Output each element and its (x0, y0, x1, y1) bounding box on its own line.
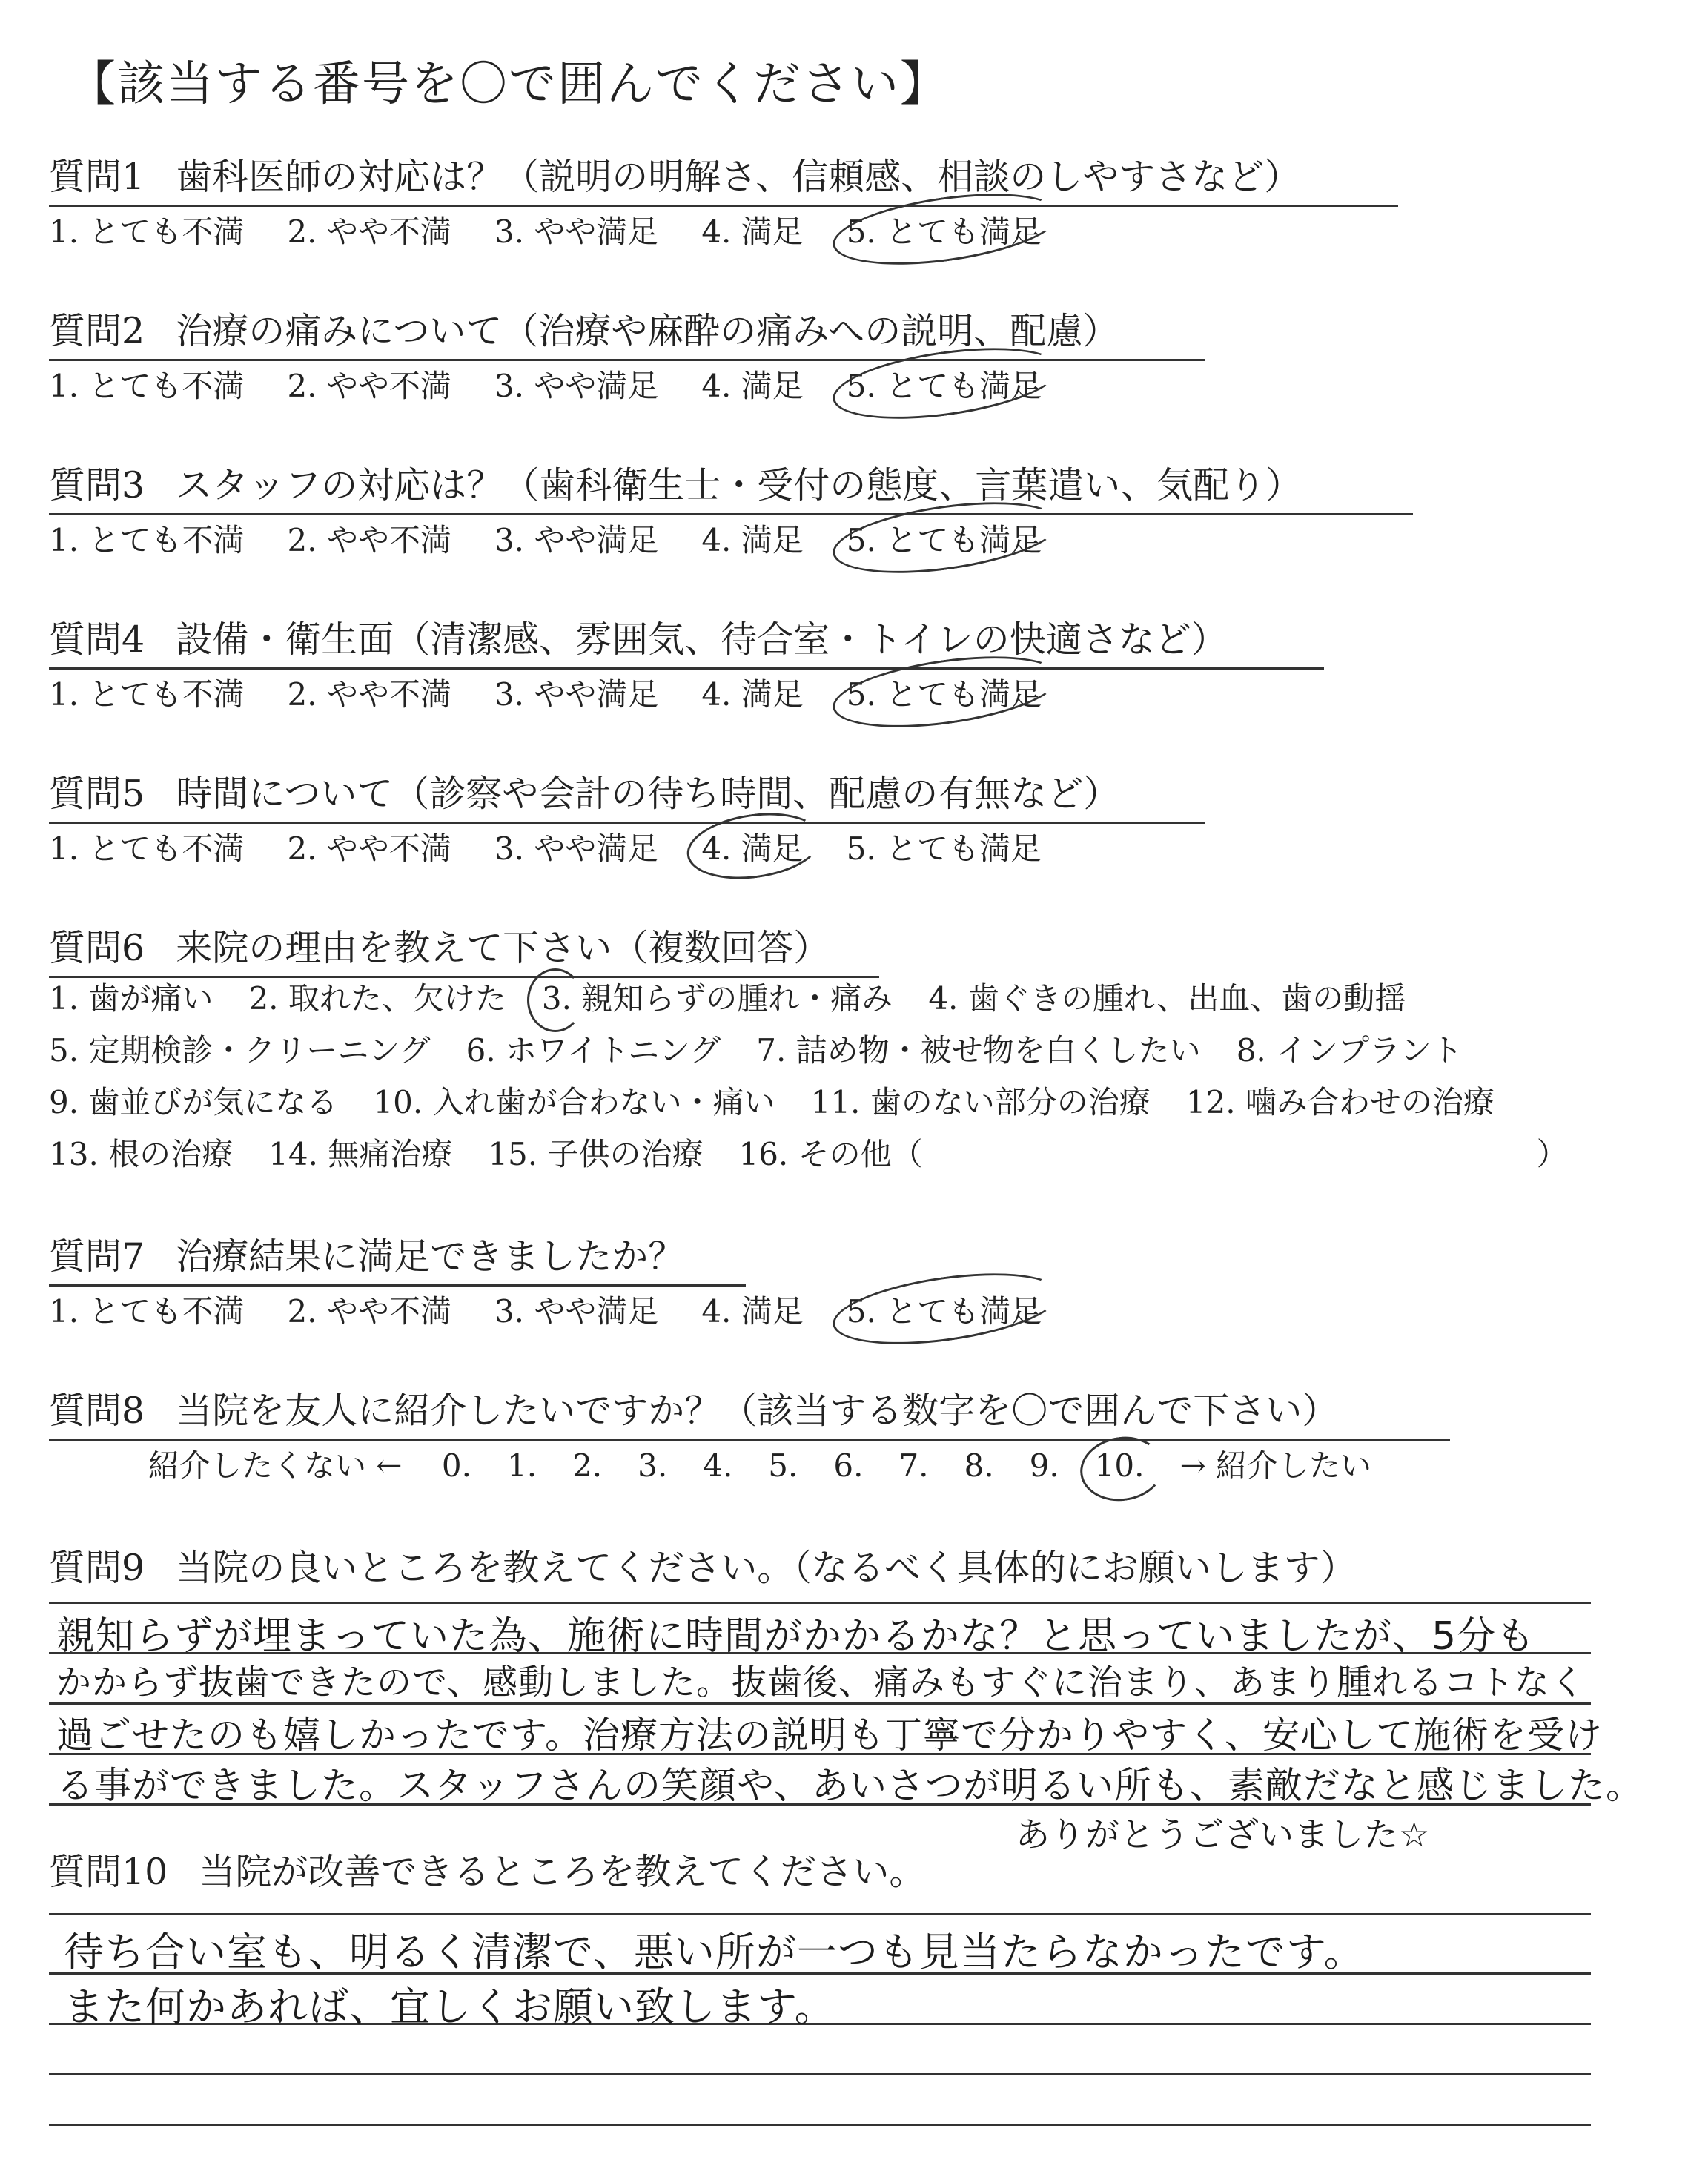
q4-options (49, 670, 1085, 715)
q2-option-2[interactable]: 2. やや不満 (287, 368, 451, 404)
q6-option-12[interactable]: 12. 噛み合わせの治療 (1185, 1084, 1494, 1120)
q1-number: 質問1 (49, 156, 145, 198)
q3-option-3[interactable]: 3. やや満足 (494, 522, 659, 558)
q8-option-5[interactable]: 5. (768, 1447, 798, 1484)
q6-number: 質問6 (49, 927, 145, 969)
q2-text: 治療の痛みについて（治療や麻酔の痛みへの説明、配慮） (176, 310, 1119, 352)
q3-options (49, 516, 1085, 561)
q6-option-2[interactable]: 2. 取れた、欠けた (248, 980, 506, 1017)
q5-option-4-circled[interactable]: 4. 満足 (701, 825, 803, 869)
q1-heading (49, 148, 1398, 207)
q6-option-11[interactable]: 11. 歯のない部分の治療 (810, 1084, 1151, 1120)
q5-text: 時間について（診察や会計の待ち時間、配慮の有無など） (176, 773, 1120, 815)
q9-answer-line-2: かからず抜歯できたので、感動しました。抜歯後、痛みもすぐに治まり、あまり腫れるコトなく (56, 1662, 1586, 1703)
q6-row-3 (49, 1077, 1568, 1129)
q10-number: 質問10 (49, 1851, 168, 1893)
q5-number: 質問5 (49, 773, 145, 815)
q5-options (49, 825, 1085, 869)
q8-heading (49, 1382, 1450, 1441)
q4-option-1[interactable]: 1. とても不満 (49, 676, 245, 713)
q6-option-1[interactable]: 1. 歯が痛い (49, 980, 214, 1017)
q6-option-5[interactable]: 5. 定期検診・クリーニング (49, 1032, 431, 1069)
q10-heading (49, 1843, 925, 1895)
q4-option-3[interactable]: 3. やや満足 (494, 676, 659, 713)
q7-number: 質問7 (49, 1235, 145, 1278)
q7-option-2[interactable]: 2. やや不満 (287, 1293, 451, 1330)
q8-number: 質問8 (49, 1390, 145, 1432)
q8-text: 当院を友人に紹介したいですか？（該当する数字を〇で囲んで下さい） (176, 1390, 1339, 1432)
q4-option-2[interactable]: 2. やや不満 (287, 676, 451, 713)
q6-option-3-circled[interactable] (542, 973, 893, 1025)
q7-option-4[interactable]: 4. 満足 (701, 1293, 804, 1330)
q1-option-4[interactable]: 4. 満足 (701, 214, 804, 250)
q8-option-4[interactable]: 4. (703, 1447, 733, 1484)
q10-rule-4 (49, 2073, 1591, 2075)
q4-option-4[interactable]: 4. 満足 (701, 676, 804, 713)
q8-option-2[interactable]: 2. (572, 1447, 603, 1484)
q10-answer-line-2: また何かあれば、宜しくお願い致します。 (64, 1984, 835, 2030)
q9-answer-line-1: 親知らずが埋まっていた為、施術に時間がかかるかな？と思っていましたが、5分も (56, 1614, 1536, 1659)
q6-option-16[interactable]: 16. その他（ (738, 1136, 923, 1172)
q8-option-1[interactable]: 1. (506, 1447, 537, 1484)
q7-options (49, 1287, 1085, 1332)
q5-option-3[interactable]: 3. やや満足 (494, 830, 659, 867)
q6-option-6[interactable]: 6. ホワイトニング (466, 1032, 721, 1069)
q5-option-1[interactable]: 1. とても不満 (49, 830, 245, 867)
q7-option-3[interactable]: 3. やや満足 (494, 1293, 659, 1330)
q6-option-7[interactable]: 7. 詰め物・被せ物を白くしたい (756, 1032, 1201, 1069)
q4-number: 質問4 (49, 618, 145, 661)
q10-rule-1 (49, 1913, 1591, 1915)
page-title: 【該当する番号を〇で囲んでください】 (68, 57, 949, 112)
q6-row-1 (49, 973, 1568, 1025)
q4-heading (49, 611, 1324, 670)
q10-answer-line-1: 待ち合い室も、明るく清潔で、悪い所が一つも見当たらなかったです。 (64, 1929, 1365, 1975)
q7-heading (49, 1228, 746, 1287)
q7-option-5-circled[interactable]: 5. とても満足 (847, 1287, 1042, 1332)
q5-option-5[interactable]: 5. とても満足 (846, 830, 1042, 867)
q10-rule-5 (49, 2124, 1591, 2126)
q3-option-4[interactable]: 4. 満足 (701, 522, 804, 558)
q9-thanks-note: ありがとうございました☆ (1016, 1814, 1431, 1855)
q8-option-7[interactable]: 7. (898, 1447, 929, 1484)
q1-options (49, 208, 1085, 252)
q6-heading (49, 919, 879, 978)
q4-option-5-circled[interactable]: 5. とても満足 (847, 670, 1042, 715)
q8-option-6[interactable]: 6. (833, 1447, 864, 1484)
q2-option-1[interactable]: 1. とても不満 (49, 368, 245, 404)
q9-text: 当院の良いところを教えてください。（なるべく具体的にお願いします） (176, 1547, 1357, 1589)
q2-option-3[interactable]: 3. やや満足 (494, 368, 659, 404)
q9-answer-line-4: る事ができました。スタッフさんの笑顔や、あいさつが明るい所も、素敵だなと感じました。 (56, 1764, 1644, 1807)
q1-option-2[interactable]: 2. やや不満 (287, 214, 451, 250)
q1-text: 歯科医師の対応は？（説明の明解さ、信頼感、相談のしやすさなど） (176, 156, 1301, 198)
q5-option-2[interactable]: 2. やや不満 (287, 830, 451, 867)
q6-option-9[interactable]: 9. 歯並びが気になる (49, 1084, 338, 1120)
q2-option-4[interactable]: 4. 満足 (701, 368, 804, 404)
q6-row-2 (49, 1025, 1568, 1077)
q6-option-3-circle-mark (527, 968, 583, 1032)
q3-option-5-circled[interactable]: 5. とても満足 (847, 516, 1042, 561)
q8-option-10-circled[interactable]: 10. (1094, 1447, 1145, 1484)
q8-option-8[interactable]: 8. (964, 1447, 994, 1484)
q6-option-10[interactable]: 10. 入れ歯が合わない・痛い (373, 1084, 775, 1120)
q6-other-close: ） (1536, 1136, 1568, 1172)
q2-option-5-circled[interactable]: 5. とても満足 (847, 362, 1042, 406)
q6-text: 来院の理由を教えて下さい（複数回答） (176, 927, 830, 969)
q1-option-1[interactable]: 1. とても不満 (49, 214, 245, 250)
q6-option-15[interactable]: 15. 子供の治療 (488, 1136, 704, 1172)
q8-option-9[interactable]: 9. (1029, 1447, 1059, 1484)
q7-option-1[interactable]: 1. とても不満 (49, 1293, 245, 1330)
q3-heading (49, 457, 1413, 515)
q9-number: 質問9 (49, 1547, 145, 1589)
q2-number: 質問2 (49, 310, 145, 352)
q6-option-8[interactable]: 8. インプラント (1236, 1032, 1463, 1069)
q9-answer-line-3: 過ごせたのも嬉しかったです。治療方法の説明も丁寧で分かりやすく、安心して施術を受け (56, 1714, 1603, 1757)
q3-option-2[interactable]: 2. やや不満 (287, 522, 451, 558)
q3-option-1[interactable]: 1. とても不満 (49, 522, 245, 558)
q6-option-14[interactable]: 14. 無痛治療 (268, 1136, 453, 1172)
q5-heading (49, 765, 1205, 824)
q6-options (49, 973, 1568, 1180)
q9-heading (49, 1539, 1357, 1591)
q1-option-3[interactable]: 3. やや満足 (494, 214, 659, 250)
q10-text: 当院が改善できるところを教えてください。 (199, 1851, 926, 1893)
q8-option-3[interactable]: 3. (638, 1447, 668, 1484)
q1-option-5-circled[interactable]: 5. とても満足 (847, 208, 1042, 252)
q2-options (49, 362, 1085, 406)
q4-text: 設備・衛生面（清潔感、雰囲気、待合室・トイレの快適さなど） (176, 618, 1228, 661)
q7-text: 治療結果に満足できましたか？ (176, 1235, 685, 1278)
q8-scale (148, 1441, 1371, 1486)
q8-option-0[interactable]: 0. (441, 1447, 471, 1484)
q6-option-3-label: 3. 親知らずの腫れ・痛み (541, 980, 893, 1017)
q6-row-4 (49, 1129, 1568, 1180)
q9-rule-1 (49, 1602, 1591, 1604)
q6-option-13[interactable]: 13. 根の治療 (49, 1136, 234, 1172)
q8-left-label: 紹介したくない ← (148, 1447, 403, 1484)
q6-option-4[interactable]: 4. 歯ぐきの腫れ、出血、歯の動揺 (928, 980, 1406, 1017)
q8-right-label: → 紹介したい (1179, 1447, 1372, 1484)
q3-text: スタッフの対応は？（歯科衛生士・受付の態度、言葉遣い、気配り） (176, 464, 1302, 506)
q3-number: 質問3 (49, 464, 145, 506)
